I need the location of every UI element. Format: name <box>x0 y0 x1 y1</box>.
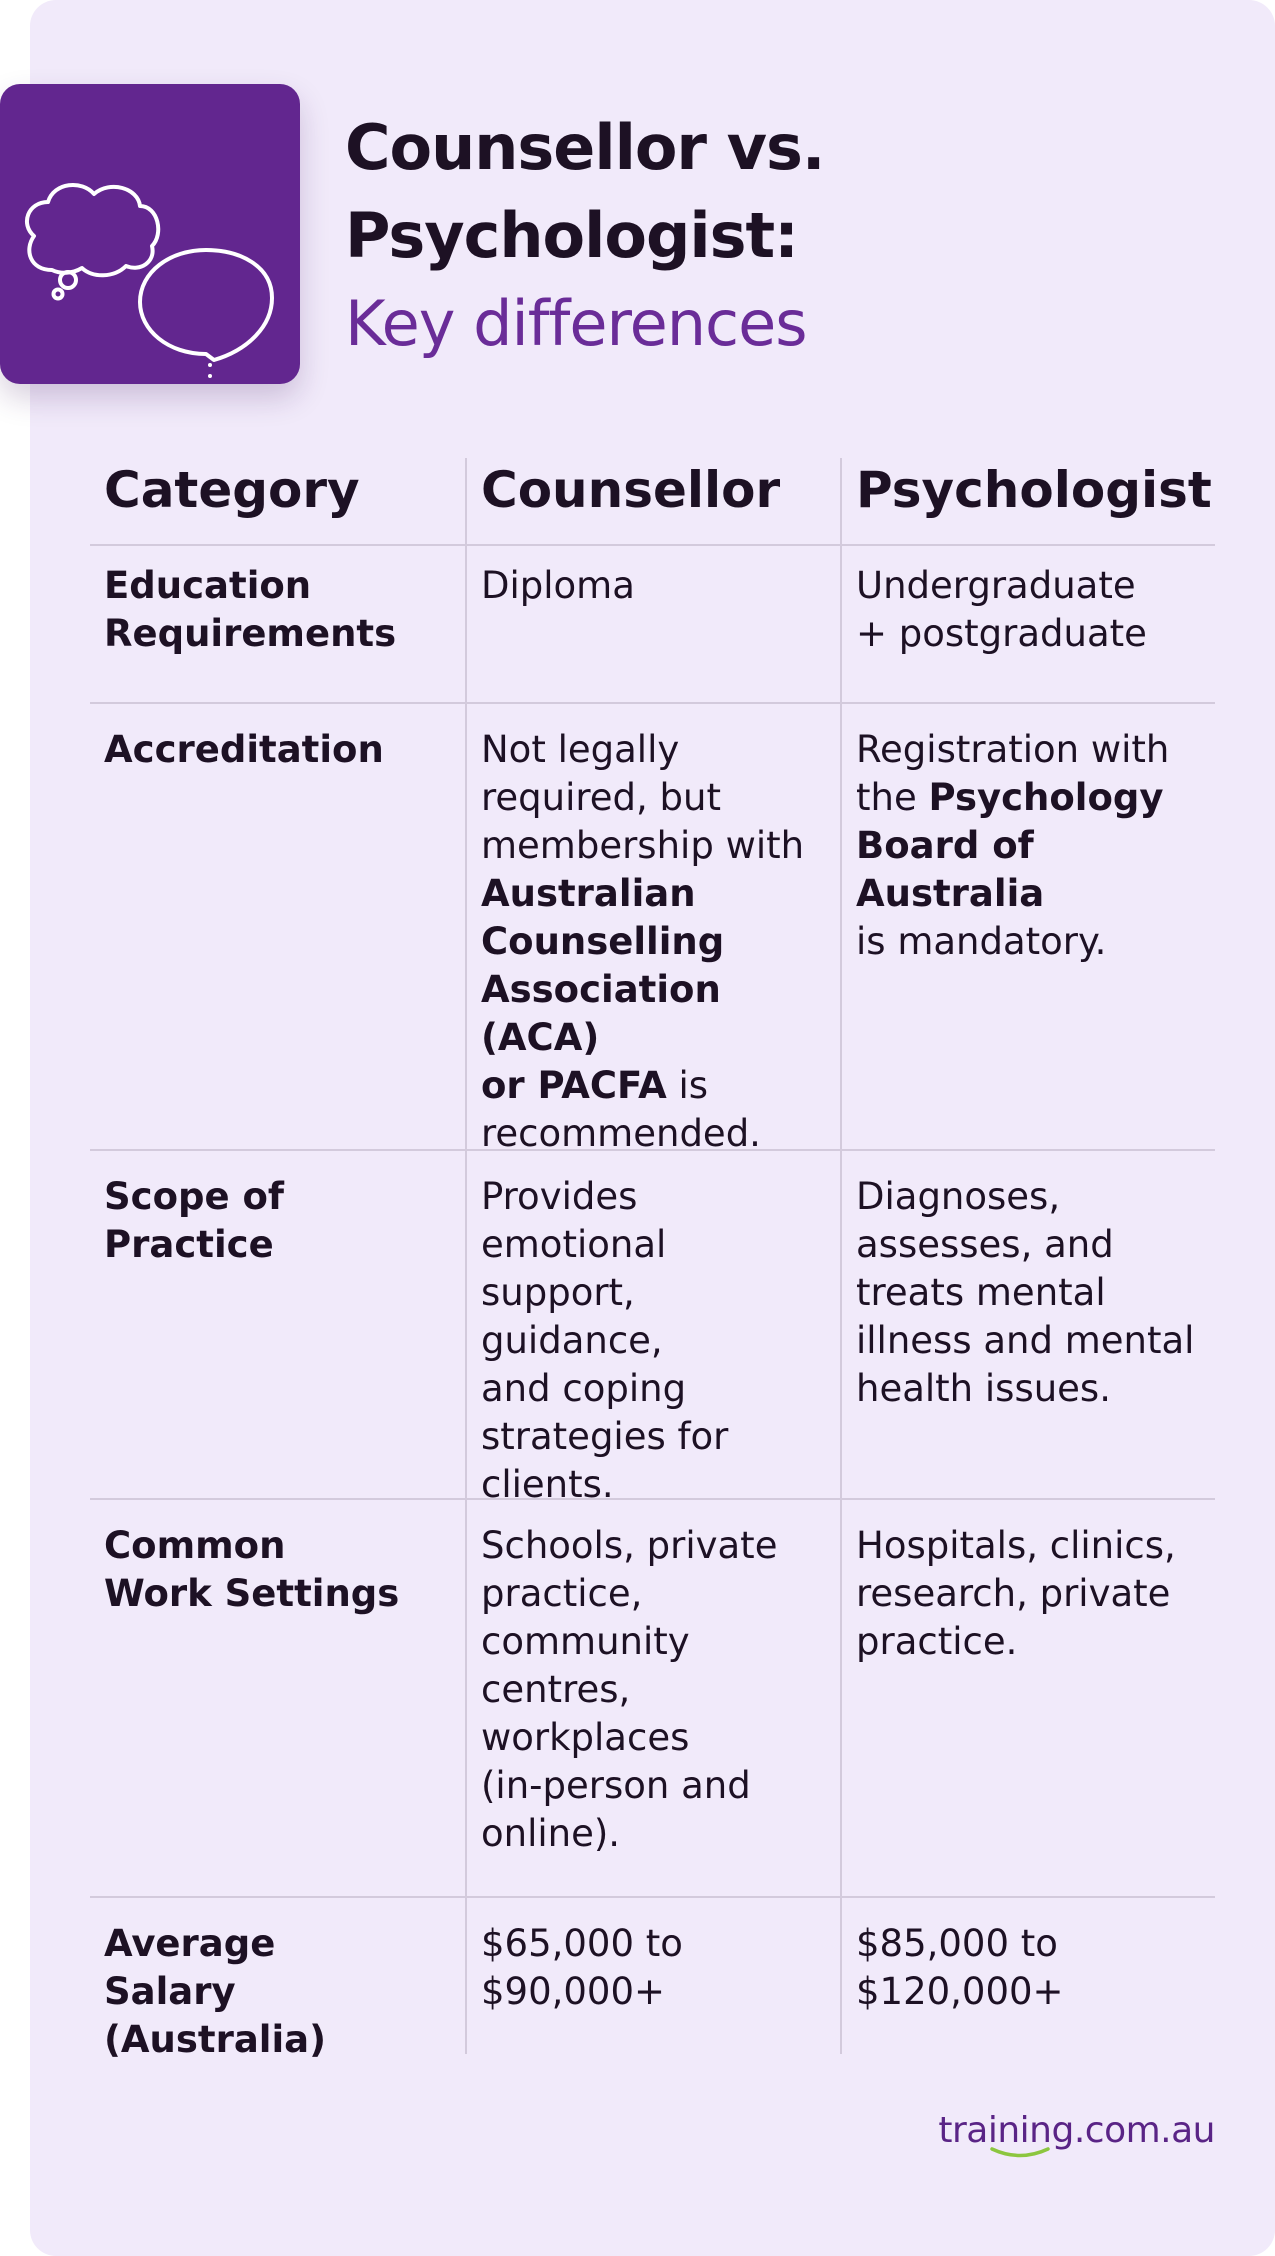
cell-text-mixed <box>481 1062 826 1110</box>
cell-text: $120,000+ <box>856 1970 1064 2013</box>
cell-text: Provides <box>481 1175 638 1218</box>
cell-text: strategies for <box>481 1415 729 1458</box>
cell-text: Salary (Australia) <box>104 1970 327 2061</box>
cell-text-bold: Association (ACA) <box>481 968 721 1059</box>
psychologist-cell <box>840 546 1215 702</box>
cell-text-mixed <box>856 774 1201 822</box>
psychologist-cell <box>840 1898 1215 2054</box>
table-row-scope <box>90 1151 1215 1506</box>
comparison-table <box>90 458 1215 2061</box>
cell-text: centres, <box>481 1668 631 1711</box>
cell-text: Average <box>104 1922 276 1965</box>
org-name-pacfa: or PACFA <box>481 1064 667 1107</box>
counsellor-cell <box>465 546 840 702</box>
cell-text: Diploma <box>481 564 635 607</box>
cell-text: Diagnoses, <box>856 1175 1061 1218</box>
category-cell <box>90 1898 465 2061</box>
cell-text: research, private <box>856 1572 1171 1615</box>
logo-swoosh-icon <box>990 2146 1050 2160</box>
cell-text: illness and mental <box>856 1319 1195 1362</box>
cell-text: (in-person and <box>481 1764 751 1807</box>
cell-text: $65,000 to <box>481 1922 683 1965</box>
cell-text: health issues. <box>856 1367 1111 1410</box>
cell-text: Schools, private <box>481 1524 778 1567</box>
psychologist-cell <box>840 704 1215 1149</box>
table-row-work-settings <box>90 1500 1215 1898</box>
cell-text: is mandatory. <box>856 920 1107 963</box>
table-row-education <box>90 546 1215 704</box>
cell-text: Work Settings <box>104 1572 400 1615</box>
cell-text: Accreditation <box>104 728 384 771</box>
cell-text: emotional <box>481 1223 667 1266</box>
category-cell <box>90 546 465 702</box>
category-cell <box>90 1151 465 1498</box>
brand-logo <box>938 2110 1215 2151</box>
cell-text: Common <box>104 1524 286 1567</box>
cell-text: + postgraduate <box>856 612 1147 655</box>
counsellor-cell <box>465 1898 840 2054</box>
cell-text: Requirements <box>104 612 397 655</box>
cell-text-bold: Australian <box>481 872 696 915</box>
cell-text: clients. <box>481 1463 614 1506</box>
cell-text: membership with <box>481 824 805 867</box>
title-subtitle: Key differences <box>345 287 807 360</box>
cell-text: online). <box>481 1812 621 1855</box>
cell-text: Scope of Practice <box>104 1175 284 1266</box>
counsellor-cell <box>465 1151 840 1506</box>
org-name-psychology: Psychology <box>928 776 1164 819</box>
cell-text: support, guidance, <box>481 1271 663 1362</box>
cell-text: Education <box>104 564 312 607</box>
cell-text: Registration with <box>856 728 1170 771</box>
table-row-accreditation <box>90 704 1215 1155</box>
cell-text: Not legally <box>481 728 680 771</box>
speech-bubbles-icon <box>0 84 300 384</box>
cell-text: practice. <box>856 1620 1018 1663</box>
category-cell <box>90 1500 465 1896</box>
cell-text-bold: Board of Australia <box>856 824 1045 915</box>
cell-text: practice, <box>481 1572 643 1615</box>
cell-text: and coping <box>481 1367 687 1410</box>
cell-text: assesses, and <box>856 1223 1114 1266</box>
cell-text: community <box>481 1620 690 1663</box>
cell-text: $90,000+ <box>481 1970 666 2013</box>
cell-text: the <box>856 776 929 819</box>
psychologist-cell <box>840 1151 1215 1498</box>
cell-text: treats mental <box>856 1271 1106 1314</box>
cell-text: Undergraduate <box>856 564 1136 607</box>
table-row-salary <box>90 1898 1215 2061</box>
header-counsellor: Counsellor <box>465 458 840 544</box>
header-psychologist: Psychologist <box>840 458 1215 544</box>
counsellor-cell <box>465 704 840 1155</box>
cell-text: recommended. <box>481 1112 761 1155</box>
cell-text: Hospitals, clinics, <box>856 1524 1176 1567</box>
cell-text: workplaces <box>481 1716 690 1759</box>
logo-text: training.com.au <box>938 2110 1215 2151</box>
counsellor-cell <box>465 1500 840 1896</box>
header-category: Category <box>104 461 360 519</box>
title-line-1: Counsellor vs. <box>345 111 825 184</box>
icon-tile <box>0 84 300 384</box>
cell-text: is <box>666 1064 709 1107</box>
table-header-row <box>90 458 1215 546</box>
psychologist-cell <box>840 1500 1215 1896</box>
cell-text-bold: Counselling <box>481 920 725 963</box>
title-line-2: Psychologist: <box>345 199 798 272</box>
cell-text: $85,000 to <box>856 1922 1058 1965</box>
page-title <box>345 104 1225 368</box>
cell-text: required, but <box>481 776 721 819</box>
category-cell <box>90 704 465 1149</box>
